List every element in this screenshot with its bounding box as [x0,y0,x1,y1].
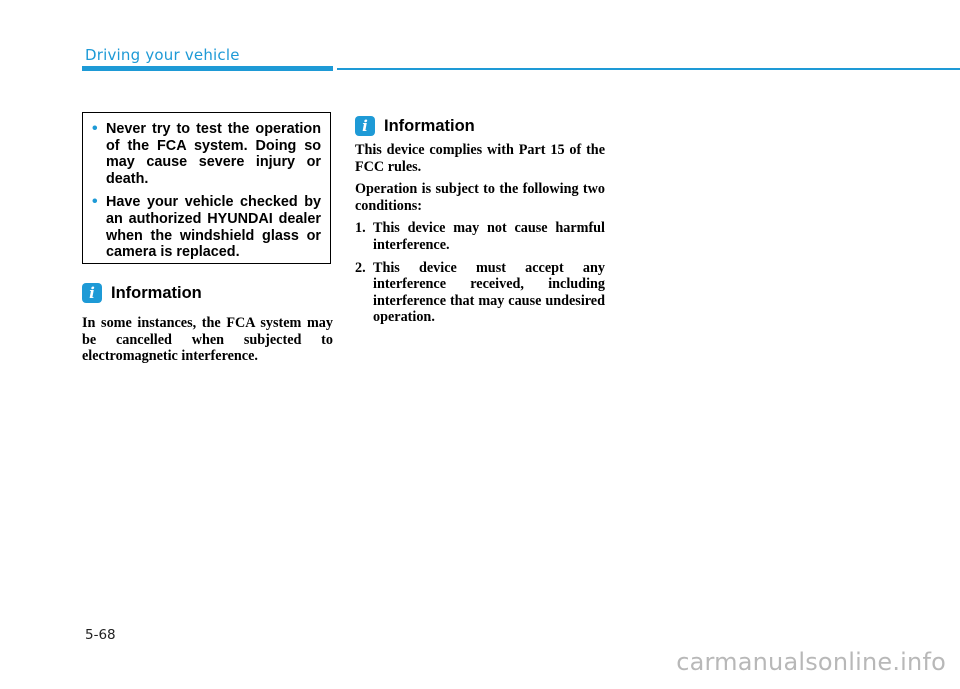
warning-bullet [92,121,321,187]
info-label: Information [111,283,202,302]
warning-box [82,112,331,264]
info-icon: i [82,283,102,303]
page-number: 5-68 [85,627,116,643]
bullet-dot-icon: • [92,193,98,211]
info-right-text [355,142,605,332]
info-right-paragraph: Operation is subject to the following two conditions: [355,181,605,214]
item-text: This device must accept any interference received, including interference that may cause undesired operation. [373,259,605,326]
bullet-dot-icon: • [92,120,98,137]
info-left-paragraph: In some instances, the FCA system may be cancelled when subjected to electromagnetic interference. [82,315,333,365]
info-right-paragraph: This device complies with Part 15 of the FCC rules. [355,142,605,175]
header-rule-thick [82,66,333,71]
info-icon: i [355,116,375,136]
section-title: Driving your vehicle [85,46,240,64]
header-rule-thin [337,68,960,70]
numbered-item [355,220,605,253]
warning-bullet-text: Have your vehicle checked by an authorized HYUNDAI dealer when the windshield glass or camera is replaced. [106,194,321,261]
item-number: 1. [355,220,366,237]
info-left-text [82,315,333,371]
watermark: carmanualsonline.info [676,648,946,676]
warning-bullet [92,194,321,260]
item-number: 2. [355,259,366,276]
info-label: Information [384,116,475,135]
info-heading-right [355,116,475,136]
item-text: This device may not cause harmful interference. [373,220,605,253]
info-heading-left [82,283,202,303]
numbered-item [355,260,605,326]
warning-bullet-text: Never try to test the operation of the FCA system. Doing so may cause severe injury or death. [106,121,321,187]
